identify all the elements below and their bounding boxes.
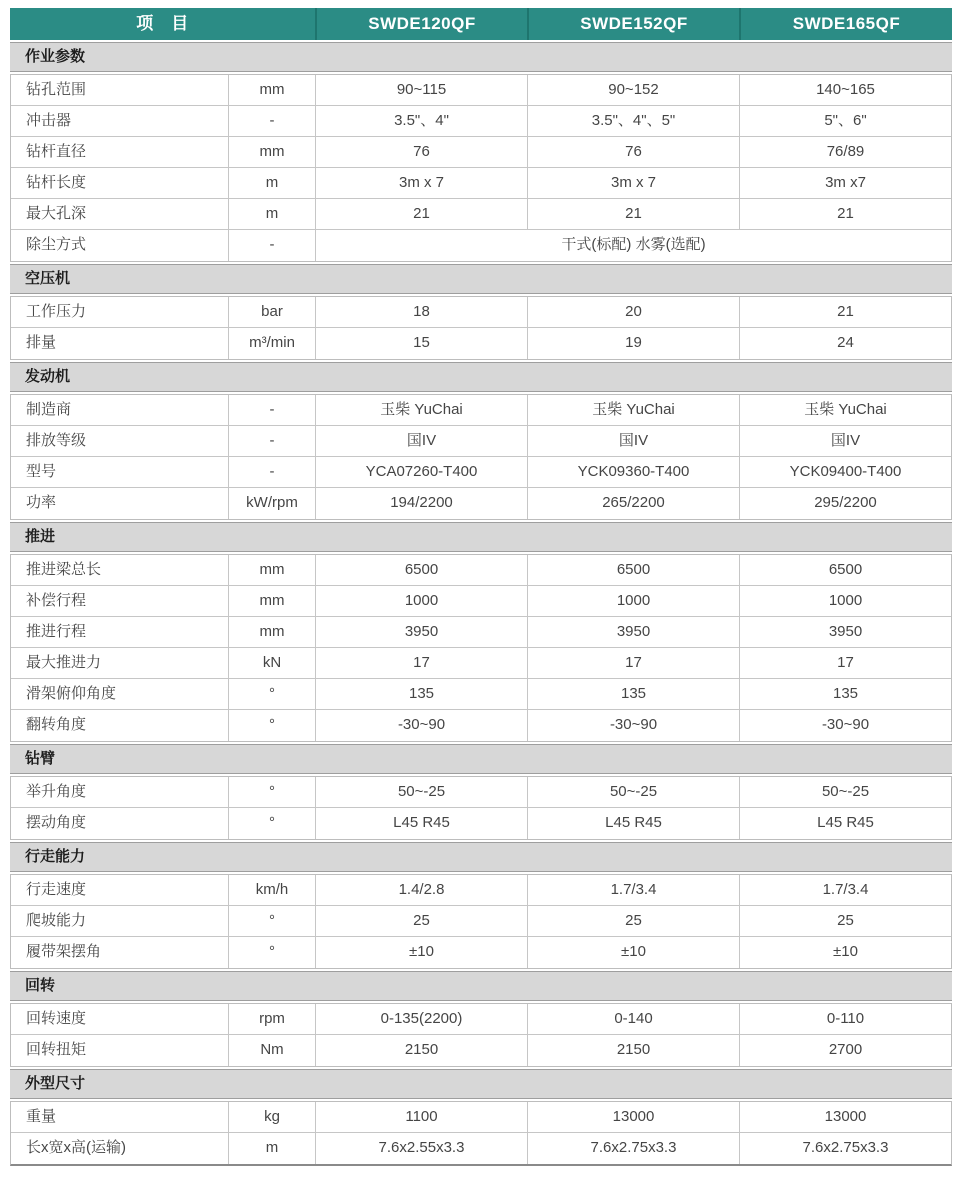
spec-value-model-3: 5"、6" [739,106,951,136]
spec-value-model-1: 3m x 7 [315,168,527,198]
spec-value-model-2: 90~152 [527,75,739,105]
spec-unit: m [228,168,315,198]
spec-value-model-3: YCK09400-T400 [739,457,951,487]
spec-value-model-2: 76 [527,137,739,167]
spec-unit: km/h [228,875,315,905]
spec-value-model-3: 2700 [739,1035,951,1066]
spec-label: 排放等级 [26,432,87,449]
spec-unit: ° [228,808,315,839]
spec-value-merged: 干式(标配) 水雾(选配) [315,230,951,261]
spec-row [11,808,951,839]
spec-unit: m [228,199,315,229]
section-title: 空压机 [25,270,71,287]
spec-value-model-3: 国IV [739,426,951,456]
spec-row [11,555,951,586]
spec-unit: - [228,395,315,425]
section-rows [10,1101,952,1166]
spec-value-model-1: 0-135(2200) [315,1004,527,1034]
spec-row [11,937,951,968]
section-title: 回转 [25,977,56,994]
section-header [10,42,952,72]
spec-unit: - [228,106,315,136]
spec-value-model-1: 国IV [315,426,527,456]
section-rows [10,1003,952,1067]
section-header [10,842,952,872]
spec-value-model-3: 21 [739,297,951,327]
section-header [10,1069,952,1099]
spec-value-model-2: 1.7/3.4 [527,875,739,905]
spec-unit: mm [228,137,315,167]
spec-value-model-1: 1000 [315,586,527,616]
spec-unit: - [228,426,315,456]
column-header-model-1: SWDE120QF [315,8,527,40]
spec-value-model-2: L45 R45 [527,808,739,839]
spec-unit: kg [228,1102,315,1132]
spec-label: 履带架摆角 [26,943,102,960]
spec-value-model-1: 194/2200 [315,488,527,519]
spec-row [11,1004,951,1035]
spec-row [11,488,951,519]
spec-label: 功率 [26,494,57,511]
spec-unit: m [228,1133,315,1164]
spec-value-model-1: 6500 [315,555,527,585]
spec-row [11,106,951,137]
section-rows [10,554,952,742]
spec-value-model-3: 7.6x2.75x3.3 [739,1133,951,1164]
spec-value-model-1: 1100 [315,1102,527,1132]
spec-value-model-2: 135 [527,679,739,709]
spec-value-model-1: 135 [315,679,527,709]
spec-table-body [10,42,952,1166]
section-header [10,264,952,294]
spec-row [11,648,951,679]
spec-unit: ° [228,679,315,709]
spec-table [10,8,952,1166]
spec-label: 钻杆长度 [26,174,87,191]
section-rows [10,394,952,520]
spec-value-model-2: 20 [527,297,739,327]
spec-row [11,457,951,488]
spec-unit: mm [228,555,315,585]
spec-value-model-3: 25 [739,906,951,936]
spec-value-model-1: -30~90 [315,710,527,741]
spec-row [11,875,951,906]
spec-value-model-3: 0-110 [739,1004,951,1034]
spec-value-model-2: 19 [527,328,739,359]
spec-value-model-3: 135 [739,679,951,709]
spec-value-model-3: 295/2200 [739,488,951,519]
spec-unit: m³/min [228,328,315,359]
spec-value-model-3: 24 [739,328,951,359]
spec-unit: rpm [228,1004,315,1034]
spec-value-model-2: 7.6x2.75x3.3 [527,1133,739,1164]
spec-value-model-3: 6500 [739,555,951,585]
spec-value-model-2: 国IV [527,426,739,456]
spec-value-model-1: 3.5"、4" [315,106,527,136]
spec-label: 排量 [26,334,57,351]
column-header-model-2: SWDE152QF [527,8,739,40]
spec-unit: bar [228,297,315,327]
section-rows [10,874,952,969]
spec-value-model-1: 17 [315,648,527,678]
spec-label: 重量 [26,1108,57,1125]
section-title: 发动机 [25,368,71,385]
spec-label: 补偿行程 [26,592,87,609]
section-header [10,362,952,392]
spec-value-model-2: YCK09360-T400 [527,457,739,487]
spec-row [11,230,951,261]
spec-value-model-2: 玉柴 YuChai [527,395,739,425]
spec-row [11,679,951,710]
spec-unit: mm [228,617,315,647]
spec-value-model-2: 3.5"、4"、5" [527,106,739,136]
spec-value-model-3: 76/89 [739,137,951,167]
spec-value-model-3: 1.7/3.4 [739,875,951,905]
spec-row [11,777,951,808]
spec-label: 翻转角度 [26,716,87,733]
section-header [10,522,952,552]
spec-label: 钻杆直径 [26,143,87,160]
section-header [10,971,952,1001]
spec-value-model-1: L45 R45 [315,808,527,839]
spec-label: 最大孔深 [26,205,87,222]
spec-row [11,1102,951,1133]
spec-value-model-2: 1000 [527,586,739,616]
spec-value-model-2: 3m x 7 [527,168,739,198]
spec-value-model-1: 2150 [315,1035,527,1066]
spec-value-model-3: 21 [739,199,951,229]
column-header-model-3: SWDE165QF [739,8,952,40]
spec-row [11,199,951,230]
spec-unit: mm [228,586,315,616]
spec-value-model-3: 140~165 [739,75,951,105]
spec-label: 推进行程 [26,623,87,640]
spec-unit: ° [228,906,315,936]
spec-label: 滑架俯仰角度 [26,685,117,702]
spec-unit: Nm [228,1035,315,1066]
section-rows [10,296,952,360]
spec-unit: - [228,230,315,261]
spec-value-model-1: 18 [315,297,527,327]
spec-value-model-2: 6500 [527,555,739,585]
spec-value-model-2: 17 [527,648,739,678]
section-title: 行走能力 [25,848,86,865]
spec-value-model-2: 3950 [527,617,739,647]
spec-label: 最大推进力 [26,654,102,671]
spec-value-model-1: ±10 [315,937,527,968]
spec-value-model-3: -30~90 [739,710,951,741]
spec-value-model-2: 21 [527,199,739,229]
spec-label: 除尘方式 [26,236,87,253]
spec-value-model-3: 3950 [739,617,951,647]
spec-value-model-2: 0-140 [527,1004,739,1034]
section-rows [10,776,952,840]
spec-row [11,426,951,457]
column-header-item: 项 目 [136,14,189,33]
section-rows [10,74,952,262]
spec-row [11,137,951,168]
spec-value-model-1: 3950 [315,617,527,647]
spec-value-model-3: 50~-25 [739,777,951,807]
spec-label: 回转速度 [26,1010,87,1027]
spec-row [11,297,951,328]
spec-label: 摆动角度 [26,814,87,831]
spec-label: 长x宽x高(运输) [26,1139,126,1156]
spec-value-model-2: 13000 [527,1102,739,1132]
spec-label: 型号 [26,463,57,480]
section-title: 作业参数 [25,48,86,65]
spec-value-model-1: 50~-25 [315,777,527,807]
section-title: 推进 [25,528,56,545]
spec-row [11,617,951,648]
spec-value-model-2: 25 [527,906,739,936]
spec-value-model-3: 玉柴 YuChai [739,395,951,425]
spec-value-model-1: 7.6x2.55x3.3 [315,1133,527,1164]
spec-value-model-2: 265/2200 [527,488,739,519]
spec-value-model-3: ±10 [739,937,951,968]
spec-label: 行走速度 [26,881,87,898]
section-title: 外型尺寸 [25,1075,86,1092]
spec-value-model-1: 90~115 [315,75,527,105]
spec-row [11,328,951,359]
spec-row [11,75,951,106]
spec-row [11,1133,951,1164]
spec-label: 爬坡能力 [26,912,87,929]
spec-unit: ° [228,710,315,741]
section-header [10,744,952,774]
spec-value-model-1: YCA07260-T400 [315,457,527,487]
spec-label: 推进梁总长 [26,561,102,578]
spec-unit: kN [228,648,315,678]
spec-value-model-1: 1.4/2.8 [315,875,527,905]
spec-label: 钻孔范围 [26,81,87,98]
spec-value-model-2: ±10 [527,937,739,968]
spec-value-model-1: 76 [315,137,527,167]
spec-value-model-2: 50~-25 [527,777,739,807]
spec-value-model-1: 玉柴 YuChai [315,395,527,425]
table-header-row [10,8,952,40]
spec-value-model-1: 25 [315,906,527,936]
spec-value-model-3: 1000 [739,586,951,616]
spec-value-model-3: 13000 [739,1102,951,1132]
spec-unit: ° [228,777,315,807]
spec-value-model-1: 15 [315,328,527,359]
spec-value-model-3: 17 [739,648,951,678]
spec-row [11,710,951,741]
spec-label: 举升角度 [26,783,87,800]
spec-value-model-1: 21 [315,199,527,229]
spec-value-model-2: 2150 [527,1035,739,1066]
spec-row [11,1035,951,1066]
spec-row [11,586,951,617]
spec-label: 回转扭矩 [26,1041,87,1058]
spec-row [11,168,951,199]
spec-unit: ° [228,937,315,968]
spec-label: 制造商 [26,401,72,418]
spec-value-model-3: 3m x7 [739,168,951,198]
spec-unit: kW/rpm [228,488,315,519]
spec-value-model-2: -30~90 [527,710,739,741]
spec-unit: - [228,457,315,487]
spec-row [11,395,951,426]
spec-value-model-3: L45 R45 [739,808,951,839]
spec-unit: mm [228,75,315,105]
spec-row [11,906,951,937]
section-title: 钻臂 [25,750,56,767]
spec-label: 冲击器 [26,112,72,129]
spec-label: 工作压力 [26,303,87,320]
